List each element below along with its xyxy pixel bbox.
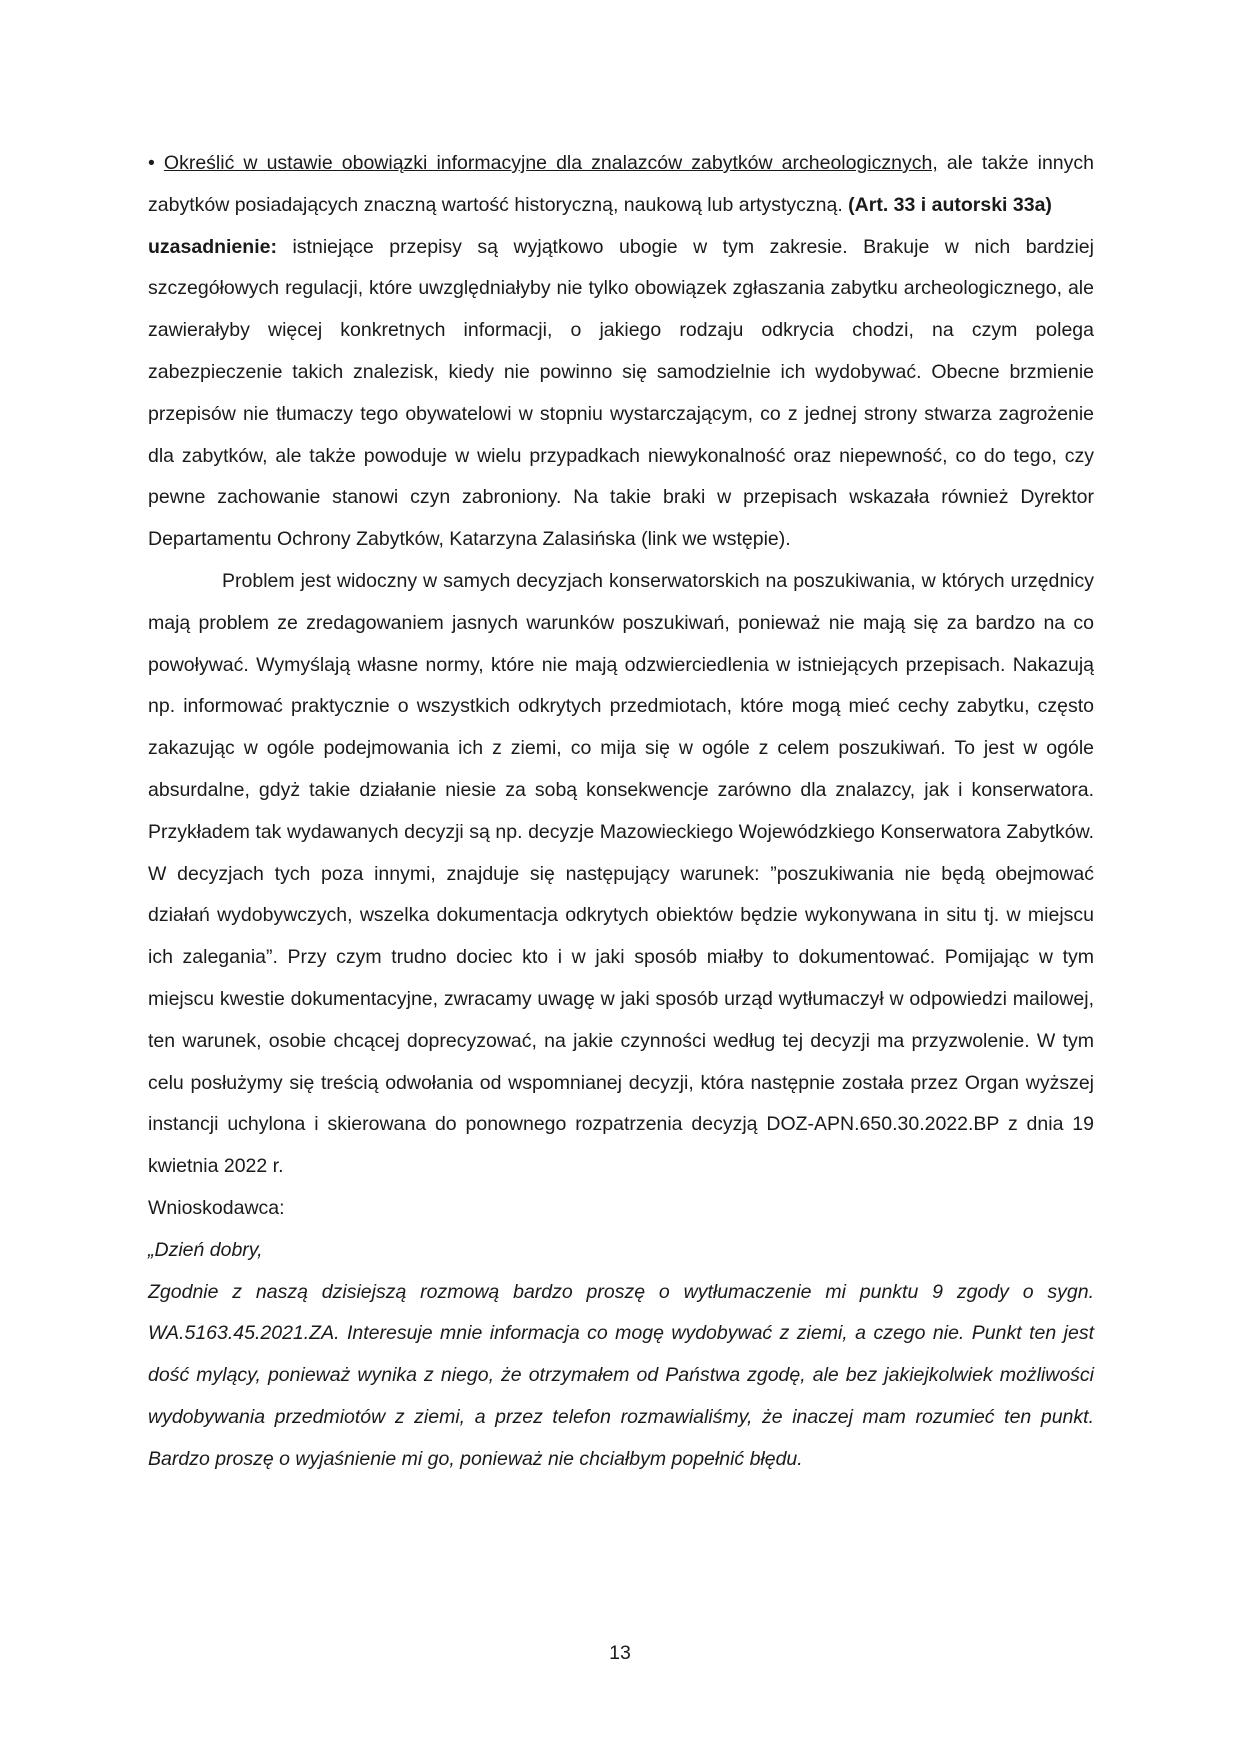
- bullet-paragraph: [148, 143, 1094, 227]
- bullet-marker: •: [148, 152, 155, 174]
- justification-paragraph: [148, 227, 1094, 561]
- bullet-underlined-text: Określić w ustawie obowiązki informacyjne dla znalazców zabytków archeologicznych,: [163, 152, 938, 174]
- problem-paragraph: Problem jest widoczny w samych decyzjach konserwatorskich na poszukiwania, w których urzędnicy mają problem ze zredagowaniem jasnych warunków poszukiwań, ponieważ nie mają się za bardzo na co powoływać. Wymyślają własne normy, które nie mają odzwierciedlenia w istniejących przepisach. Nakazują np. informować praktycznie o wszystkich odkrytych przedmiotach, które mogą mieć cechy zabytku, często zakazując w ogóle podejmowania ich z ziemi, co mija się w ogóle z celem poszukiwań. To jest w ogóle absurdalne, gdyż takie działanie niesie za sobą konsekwencje zarówno dla znalazcy, jak i konserwatora. Przykładem tak wydawanych decyzji są np. decyzje Mazowieckiego Wojewódzkiego Konserwatora Zabytków. W decyzjach tych poza innymi, znajduje się następujący warunek: ”poszukiwania nie będą obejmować działań wydobywczych, wszelka dokumentacja odkrytych obiektów będzie wykonywana in situ tj. w miejscu ich zalegania”. Przy czym trudno dociec kto i w jaki sposób miałby to dokumentować. Pomijając w tym miejscu kwestie dokumentacyjne, zwracamy uwagę w jaki sposób urząd wytłumaczył w odpowiedzi mailowej, ten warunek, osobie chcącej doprecyzować, na jakie czynności według tej decyzji ma przyzwolenie. W tym celu posłużymy się treścią odwołania od wspomnianej decyzji, która następnie została przez Organ wyższej instancji uchylona i skierowana do ponownego rozpatrzenia decyzją DOZ-APN.650.30.2022.BP z dnia 19 kwietnia 2022 r.: [148, 569, 1094, 1178]
- page-number: 13: [609, 1642, 631, 1664]
- document-body: [148, 143, 1094, 1481]
- article-reference: (Art. 33 i autorski 33a): [848, 193, 1052, 216]
- justification-text: istniejące przepisy są wyjątkowo ubogie w tym zakresie. Brakuje w nich bardziej szczegółowych regulacji, które uwzględniałyby nie tylko obowiązek zgłaszania zabytku archeologicznego, ale zawierałyby więcej konkretnych informacji, o jakiego rodzaju odkrycia chodzi, na czym polega zabezpieczenie takich znalezisk, kiedy nie powinno się samodzielnie ich wydobywać. Obecne brzmienie przepisów nie tłumaczy tego obywatelowi w stopniu wystarczającym, co z jednej strony stwarza zagrożenie dla zabytków, ale także powoduje w wielu przypadkach niewykonalność oraz niepewność, co do tego, czy pewne zachowanie stanowi czyn zabroniony. Na takie braki w przepisach wskazała również Dyrektor Departamentu Ochrony Zabytków, Katarzyna Zalasińska (link we wstępie).: [148, 235, 1094, 551]
- applicant-label: Wnioskodawca:: [148, 1196, 285, 1219]
- bullet-text: ale także innych zabytków posiadających znaczną wartość historyczną, naukową lub artystyczną.: [148, 152, 1094, 216]
- justification-label: uzasadnienie:: [148, 235, 277, 258]
- quote-body: Zgodnie z naszą dzisiejszą rozmową bardzo proszę o wytłumaczenie mi punktu 9 zgody o sygn. WA.5163.45.2021.ZA. Interesuje mnie informacja co mogę wydobywać z ziemi, a czego nie. Punkt ten jest dość mylący, ponieważ wynika z niego, że otrzymałem od Państwa zgodę, ale bez jakiejkolwiek możliwości wydobywania przedmiotów z ziemi, a przez telefon rozmawialiśmy, że inaczej mam rozumieć ten punkt. Bardzo proszę o wyjaśnienie mi go, ponieważ nie chciałbym popełnić błędu.: [148, 1280, 1094, 1470]
- quote-greeting: „Dzień dobry,: [148, 1238, 263, 1261]
